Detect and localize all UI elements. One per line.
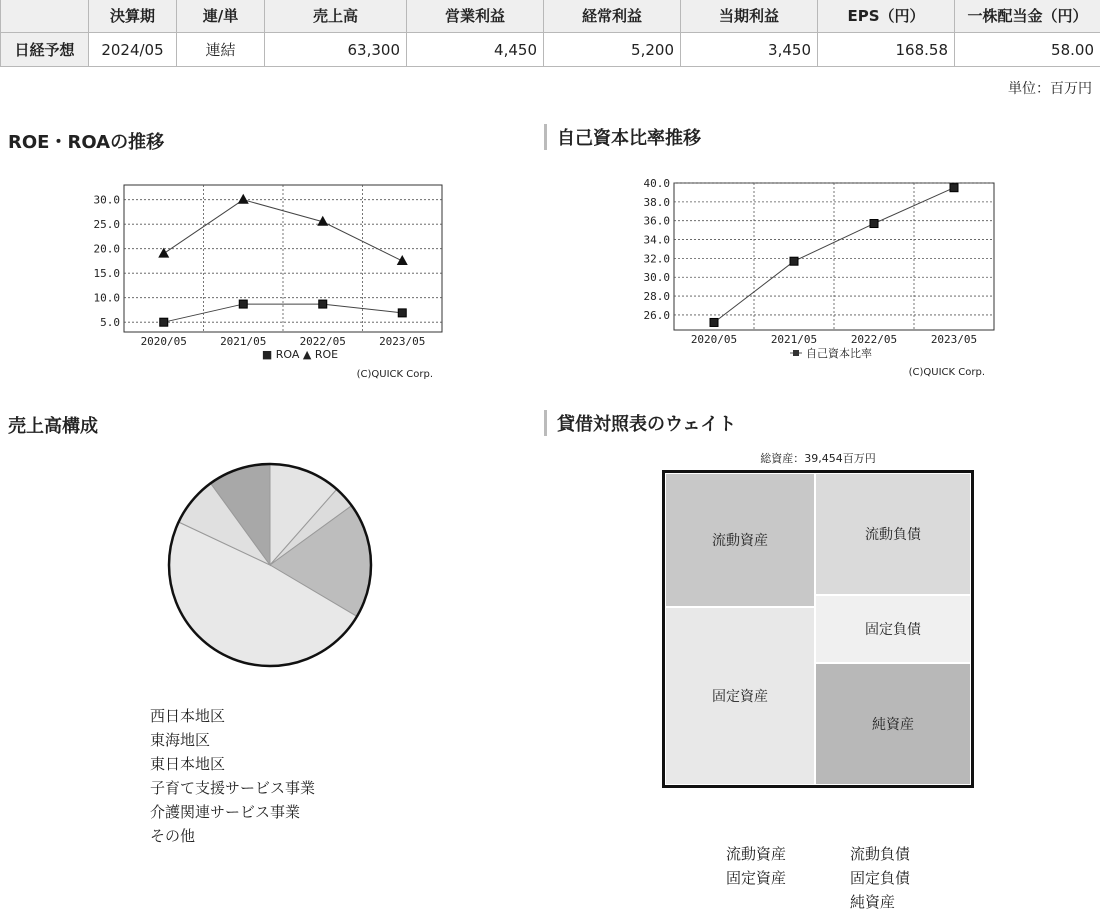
data-point-square bbox=[870, 220, 878, 228]
equity-ratio-legend bbox=[790, 346, 872, 360]
data-point-square bbox=[239, 300, 247, 308]
roe-xtick-label: 2022/05 bbox=[299, 335, 346, 348]
roe-xtick-label: 2020/05 bbox=[140, 335, 187, 348]
data-point-square bbox=[710, 318, 718, 326]
legend-item: 純資産 bbox=[850, 893, 896, 911]
roe-xtick-label: 2023/05 bbox=[379, 335, 426, 348]
balance-sheet-title: 貸借対照表のウェイト bbox=[544, 410, 736, 436]
sales-legend bbox=[150, 704, 315, 848]
sales-pie-chart bbox=[160, 455, 380, 675]
header-cell bbox=[1, 0, 89, 33]
roe-ytick-label: 30.0 bbox=[93, 193, 120, 207]
eq-ytick-label: 32.0 bbox=[643, 252, 670, 266]
header-cell: 売上高 bbox=[265, 0, 407, 33]
roe-ytick-label: 25.0 bbox=[93, 218, 120, 232]
roe-ytick-label: 20.0 bbox=[93, 242, 120, 256]
roe-roa-title: ROE・ROAの推移 bbox=[8, 132, 165, 153]
eq-xtick-label: 2020/05 bbox=[690, 333, 738, 346]
eq-xtick-label: 2023/05 bbox=[930, 333, 978, 346]
eps-cell: 168.58 bbox=[818, 33, 955, 67]
legend-item: 固定負債 bbox=[850, 869, 911, 887]
header-cell: 連/単 bbox=[177, 0, 265, 33]
roe-roa-chart bbox=[0, 170, 520, 385]
net-profit-cell: 3,450 bbox=[681, 33, 818, 67]
data-point-square bbox=[319, 300, 327, 308]
header-cell: 当期利益 bbox=[681, 0, 818, 33]
eq-xtick-label: 2022/05 bbox=[850, 333, 898, 346]
roe-roa-legend: ■ ROA ▲ ROE bbox=[261, 348, 339, 361]
period-cell: 2024/05 bbox=[89, 33, 177, 67]
forecast-table bbox=[0, 0, 1100, 67]
fixed-assets-cell: 固定資産 bbox=[665, 607, 815, 785]
table-header-row bbox=[1, 0, 1100, 33]
row-label: 日経予想 bbox=[1, 33, 89, 67]
roe-ytick-label: 10.0 bbox=[93, 291, 120, 305]
bs-legend-left bbox=[726, 842, 786, 890]
eq-ytick-label: 30.0 bbox=[643, 271, 670, 285]
equity-ratio-legend-label: 自己資本比率 bbox=[806, 347, 872, 360]
legend-item: 固定資産 bbox=[726, 869, 787, 887]
eq-ytick-label: 40.0 bbox=[643, 177, 670, 190]
total-assets-label: 総資産：39,454百万円 bbox=[760, 452, 876, 465]
equity-ratio-chart bbox=[540, 170, 1000, 385]
table-row bbox=[1, 33, 1100, 67]
bs-legend-right bbox=[850, 842, 910, 914]
ordinary-profit-cell: 5,200 bbox=[544, 33, 681, 67]
eq-ytick-label: 34.0 bbox=[643, 233, 670, 247]
sales-cell: 63,300 bbox=[265, 33, 407, 67]
operating-profit-cell: 4,450 bbox=[407, 33, 544, 67]
unit-label: 単位：百万円 bbox=[1008, 81, 1092, 97]
roe-ytick-label: 5.0 bbox=[100, 316, 120, 330]
legend-item: 東日本地区 bbox=[150, 755, 226, 773]
eq-ytick-label: 28.0 bbox=[643, 290, 670, 304]
legend-marker-swatch bbox=[793, 350, 799, 356]
fixed-liabilities-cell: 固定負債 bbox=[815, 595, 971, 664]
data-point-square bbox=[160, 318, 168, 326]
roe-ytick-label: 15.0 bbox=[93, 267, 120, 281]
data-point-square bbox=[790, 257, 798, 265]
legend-item: 流動資産 bbox=[726, 845, 787, 863]
eq-xtick-label: 2021/05 bbox=[770, 333, 818, 346]
legend-item: 東海地区 bbox=[150, 731, 211, 749]
roe-xtick-label: 2021/05 bbox=[220, 335, 267, 348]
sales-composition-title: 売上高構成 bbox=[8, 416, 98, 437]
current-assets-cell: 流動資産 bbox=[665, 473, 815, 607]
legend-item: 子育て支援サービス事業 bbox=[150, 779, 316, 797]
dividend-cell: 58.00 bbox=[955, 33, 1100, 67]
header-cell: 経常利益 bbox=[544, 0, 681, 33]
eq-ytick-label: 38.0 bbox=[643, 195, 670, 209]
legend-item: その他 bbox=[150, 827, 196, 845]
data-point-square bbox=[398, 309, 406, 317]
roe-roa-credit: (C)QUICK Corp. bbox=[356, 369, 433, 380]
current-liabilities-cell: 流動負債 bbox=[815, 473, 971, 595]
net-assets-cell: 純資産 bbox=[815, 663, 971, 785]
equity-ratio-credit: (C)QUICK Corp. bbox=[908, 367, 985, 378]
legend-item: 流動負債 bbox=[850, 845, 911, 863]
legend-item: 西日本地区 bbox=[150, 707, 226, 725]
legend-item: 介護関連サービス事業 bbox=[150, 803, 301, 821]
eq-ytick-label: 26.0 bbox=[643, 308, 670, 322]
data-point-square bbox=[950, 184, 958, 192]
type-cell: 連結 bbox=[177, 33, 265, 67]
header-cell: 一株配当金（円） bbox=[955, 0, 1100, 33]
header-cell: EPS（円） bbox=[818, 0, 955, 33]
header-cell: 決算期 bbox=[89, 0, 177, 33]
eq-ytick-label: 36.0 bbox=[643, 214, 670, 228]
balance-sheet-treemap bbox=[662, 470, 974, 788]
header-cell: 営業利益 bbox=[407, 0, 544, 33]
equity-ratio-title: 自己資本比率推移 bbox=[544, 124, 701, 150]
